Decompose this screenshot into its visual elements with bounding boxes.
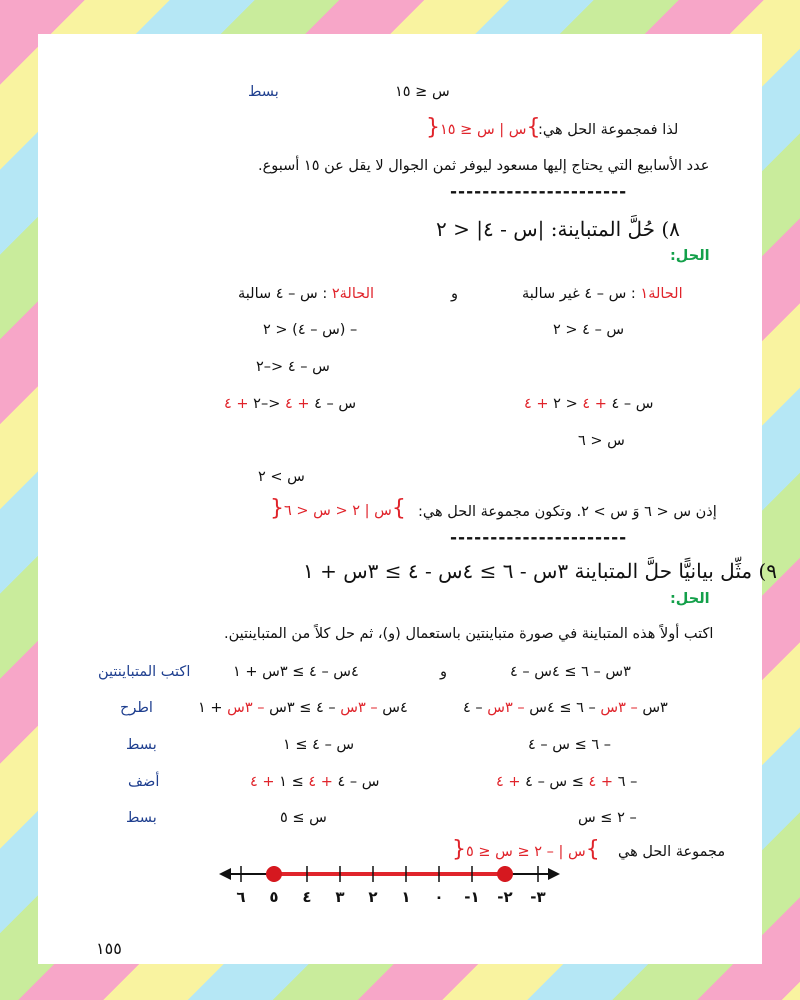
number-line [238, 844, 608, 924]
page-number: ١٥٥ [96, 939, 122, 958]
case1-step1: س – ٤ < ٢ [553, 322, 625, 338]
step3-ineq-a: – ٦ ≥ س – ٤ [528, 737, 611, 753]
step1-ineq-b: ٤س – ٤ ≥ ٣س + ١ [233, 664, 359, 680]
case1-step2: س – ٤ + ٤ < ٢ + ٤ [524, 396, 654, 412]
solution-label-9: الحل: [670, 591, 710, 607]
conclusion-8-text: إذن س < ٦ وَ س > ٢. وتكون مجموعة الحل هي: [418, 504, 717, 520]
note-add: أضف [128, 774, 160, 790]
arrow-left-icon [219, 868, 231, 880]
tick-label: -٣ [530, 888, 546, 906]
and-word-9: و [440, 664, 448, 680]
separator-2: ---------------------- [450, 528, 628, 548]
worksheet-page [38, 34, 777, 964]
note-simplify-2: بسط [126, 737, 157, 753]
case2-step3: س – ٤ + ٤ <–٢ + ٤ [224, 396, 357, 412]
tick-label: ١ [401, 888, 411, 906]
note-write-two: اكتب المتباينتين [98, 664, 191, 680]
tick-label: ٦ [236, 888, 246, 906]
question-8: ٨) حُلَّ المتباينة: |س - ٤| < ٢ [436, 217, 680, 241]
and-word-8: و [451, 286, 459, 302]
step2-ineq-a: ٣س – ٣س – ٦ ≥ ٤س – ٣س – ٤ [463, 700, 668, 716]
step1-ineq-a: ٣س – ٦ ≥ ٤س – ٤ [510, 664, 631, 680]
separator-1: ---------------------- [450, 182, 628, 202]
tick-label: -١ [464, 888, 480, 906]
solution-set-15: }س | س ≤ ١٥{ [426, 115, 541, 140]
arrow-right-icon [548, 868, 560, 880]
tick-label: ٥ [269, 888, 279, 906]
case2-result: س > ٢ [258, 469, 305, 485]
weeks-conclusion: عدد الأسابيع التي يحتاج إليها مسعود ليوفر ثمن الجوال لا يقل عن ١٥ أسبوع. [258, 158, 710, 174]
step3-ineq-b: س – ٤ ≥ ١ [283, 737, 355, 753]
tick-label: ٤ [302, 888, 312, 906]
intro-9: اكتب أولاً هذه المتباينة في صورة متباينتين باستعمال (و)، ثم حل كلاً من المتباينتين. [224, 626, 714, 642]
case2-step2: س – ٤ <–٢ [256, 359, 330, 375]
solution-set-8: }س | ٢ < س < ٦{ [270, 496, 406, 521]
question-9: ٩) مثِّل بيانيًّا حلَّ المتباينة ٣س - ٦ ≥ ٤س - ٤ ≥ ٣س + ١ [303, 559, 777, 583]
solution-label-8: الحل: [670, 248, 710, 264]
solution-set-label: لذا فمجموعة الحل هي: [538, 122, 679, 138]
step5-ineq-b: س ≥ ٥ [280, 810, 327, 826]
note-simplify: بسط [248, 84, 279, 100]
tick-label: -٢ [497, 888, 513, 906]
case-1: الحالة١ : س – ٤ غير سالبة [522, 286, 683, 302]
tick-label: ٢ [368, 888, 378, 906]
closed-point [497, 866, 513, 882]
final-set-label: مجموعة الحل هي [618, 844, 726, 860]
expr-x-le-15: س ≤ ١٥ [395, 84, 450, 100]
case2-step1: – (س – ٤) < ٢ [263, 322, 358, 338]
step4-ineq-b: س – ٤ + ٤ ≥ ١ + ٤ [250, 774, 380, 790]
case1-result: س < ٦ [578, 433, 625, 449]
final-solution-set: }س | – ٢ ≤ س ≤ ٥{ [452, 837, 600, 862]
closed-point [266, 866, 282, 882]
step5-ineq-a: – ٢ ≥ س [578, 810, 637, 826]
tick-label: ٣ [335, 888, 345, 906]
step4-ineq-a: – ٦ + ٤ ≥ س – ٤ + ٤ [496, 774, 638, 790]
note-simplify-3: بسط [126, 810, 157, 826]
tick-label: ٠ [434, 888, 444, 906]
note-subtract: اطرح [120, 700, 153, 716]
case-2: الحالة٢ : س – ٤ سالبة [238, 286, 375, 302]
step2-ineq-b: ٤س – ٣س – ٤ ≥ ٣س – ٣س + ١ [198, 700, 408, 716]
